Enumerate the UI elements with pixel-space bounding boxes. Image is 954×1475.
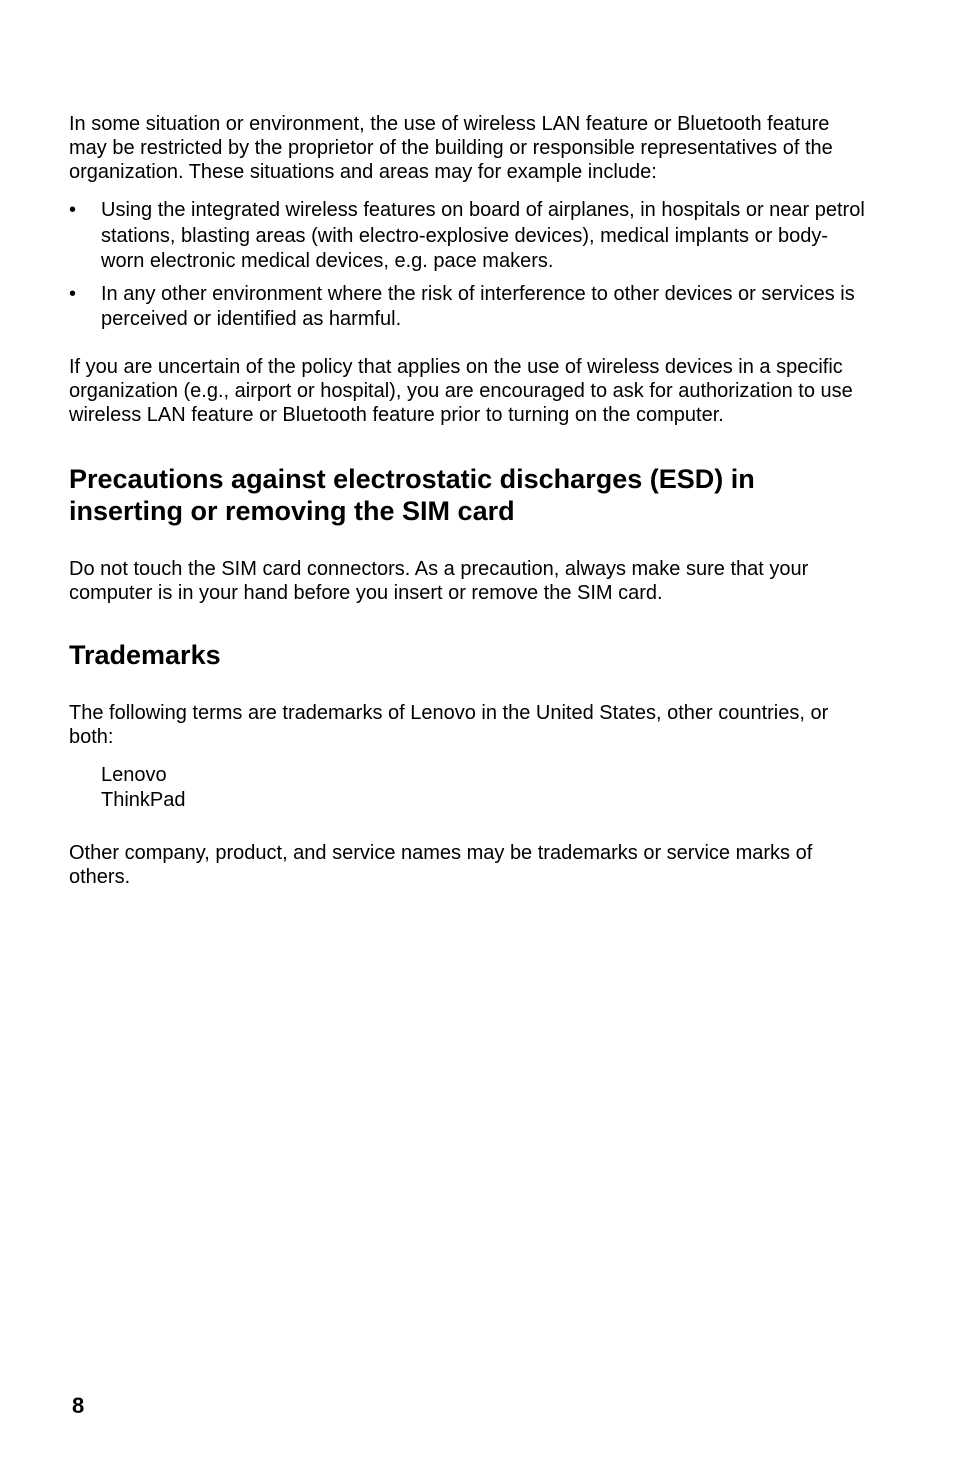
bullet-glyph: • [69, 199, 77, 221]
list-item [69, 282, 869, 333]
trademarks-heading: Trademarks [69, 639, 221, 670]
bullet-glyph: • [69, 282, 77, 305]
list-item-text: Using the integrated wireless features on board of airplanes, in hospitals or near petrol stations, blasting areas (with electro-explosive devices), medical implants or body-worn electronic medical devices, e.g. pace makers. [101, 199, 865, 272]
esd-paragraph: Do not touch the SIM card connectors. As a precaution, always make sure that your computer is in your hand before you insert or remove the SIM card. [69, 557, 809, 604]
trademarks-other-paragraph: Other company, product, and service names may be trademarks or service marks of others. [69, 841, 813, 888]
intro-paragraph: In some situation or environment, the use of wireless LAN feature or Bluetooth feature may be restricted by the proprietor of the building or responsible representatives of the organization. These situations and areas may for example include: [69, 113, 833, 183]
trademarks-intro: The following terms are trademarks of Lenovo in the United States, other countries, or both: [69, 701, 829, 748]
restriction-list [69, 198, 869, 333]
list-item [69, 198, 869, 275]
trademark-term: ThinkPad [101, 788, 186, 811]
list-item-text: In any other environment where the risk of interference to other devices or services is perceived or identified as harmful. [101, 282, 855, 330]
page-number: 8 [72, 1393, 85, 1418]
esd-heading: Precautions against electrostatic discharges (ESD) in inserting or removing the SIM card [69, 463, 755, 526]
trademark-term: Lenovo [101, 763, 167, 786]
trademark-terms-list [101, 763, 869, 813]
policy-paragraph: If you are uncertain of the policy that applies on the use of wireless devices in a specific organization (e.g., airport or hospital), you are encouraged to ask for authorization to use wireless LAN feature or Bluetooth feature prior to turning on the computer. [69, 355, 853, 426]
document-body [69, 112, 869, 889]
